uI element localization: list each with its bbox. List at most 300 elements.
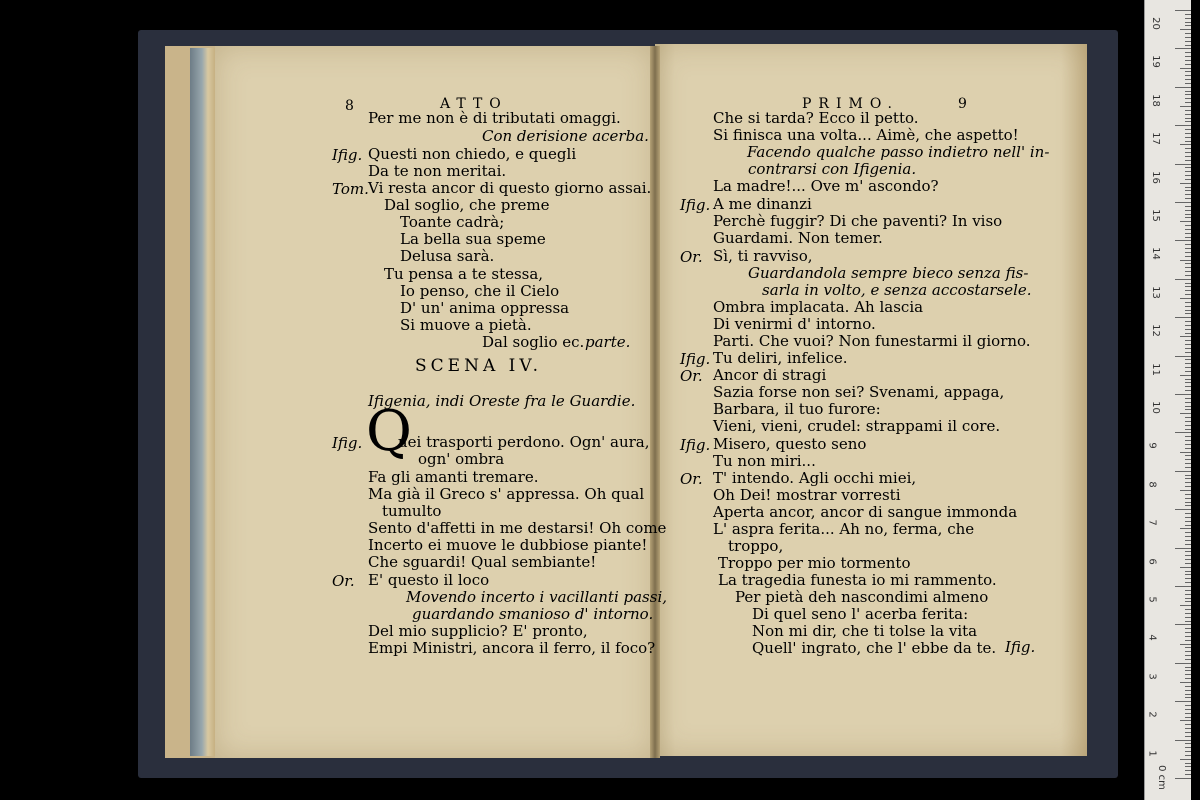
ruler-tick <box>1185 102 1191 103</box>
ruler-tick <box>1185 732 1191 733</box>
ruler-number: 15 <box>1149 209 1161 222</box>
ruler-tick <box>1185 482 1191 483</box>
ruler-tick <box>1180 375 1191 376</box>
ruler-tick <box>1185 421 1191 422</box>
ruler-tick <box>1185 724 1191 725</box>
ruler-tick <box>1185 505 1191 506</box>
ruler-tick <box>1185 590 1191 591</box>
ruler-tick <box>1185 743 1191 744</box>
ruler-tick <box>1185 160 1191 161</box>
speaker-label: Or. <box>680 470 703 488</box>
ruler-tick <box>1185 386 1191 387</box>
scene-title: SCENA IV. <box>415 356 543 376</box>
ruler-tick <box>1175 663 1191 664</box>
ruler-tick <box>1185 214 1191 215</box>
ruler-tick <box>1185 498 1191 499</box>
ruler-tick <box>1185 225 1191 226</box>
ruler-tick <box>1185 313 1191 314</box>
ruler-tick <box>1185 617 1191 618</box>
ruler-tick <box>1185 83 1191 84</box>
verse-line: Guardami. Non temer. <box>713 229 883 247</box>
right-page-number: 9 <box>958 96 967 112</box>
ruler-tick <box>1185 763 1191 764</box>
ruler-number: 12 <box>1149 324 1161 338</box>
ruler-tick <box>1185 129 1191 130</box>
ruler-tick <box>1185 110 1191 111</box>
verse-line: Toante cadrà; <box>400 213 505 231</box>
ruler-tick <box>1185 340 1191 341</box>
ruler-tick <box>1185 283 1191 284</box>
ruler-tick <box>1185 674 1191 675</box>
ruler-tick <box>1175 240 1191 241</box>
ruler-tick <box>1185 594 1191 595</box>
ruler-tick <box>1185 363 1191 364</box>
catchword: Ifig. <box>1005 638 1036 656</box>
verse-line: Delusa sarà. <box>400 247 495 265</box>
ruler-tick <box>1180 567 1191 568</box>
ruler-tick <box>1175 394 1191 395</box>
left-running-head: ATTO <box>440 96 508 112</box>
verse-line: Io penso, che il Cielo <box>400 282 560 300</box>
ruler-tick <box>1180 644 1191 645</box>
ruler-tick <box>1185 459 1191 460</box>
ruler-tick <box>1185 329 1191 330</box>
speaker-label: Ifig. <box>680 350 711 368</box>
verse-line: Per pietà deh nascondimi almeno <box>735 588 989 606</box>
ruler-tick <box>1185 751 1191 752</box>
ruler-tick <box>1185 390 1191 391</box>
ruler-tick <box>1185 256 1191 257</box>
verse-line: Che sguardi! Qual sembiante! <box>368 553 597 571</box>
verse-line: La madre!... Ove m' ascondo? <box>713 177 939 195</box>
ruler-tick <box>1185 647 1191 648</box>
ruler-tick <box>1185 455 1191 456</box>
ruler-tick <box>1185 371 1191 372</box>
ruler-tick <box>1180 298 1191 299</box>
ruler-tick <box>1175 164 1191 165</box>
verse-line: Troppo per mio tormento <box>718 554 911 572</box>
ruler-tick <box>1180 413 1191 414</box>
ruler-tick <box>1175 624 1191 625</box>
ruler-tick <box>1180 68 1191 69</box>
ruler-tick <box>1185 536 1191 537</box>
ruler-tick <box>1175 509 1191 510</box>
ruler-tick <box>1185 56 1191 57</box>
verse-line: Quell' ingrato, che l' ebbe da te. <box>752 639 997 657</box>
ruler-tick <box>1185 348 1191 349</box>
ruler-tick <box>1185 513 1191 514</box>
verse-line: Incerto ei muove le dubbiose piante! <box>368 536 648 554</box>
ruler-tick <box>1185 655 1191 656</box>
ruler-tick <box>1185 14 1191 15</box>
ruler-tick <box>1185 333 1191 334</box>
stage-direction-line: sarla in volto, e senza accostarsele. <box>762 281 1032 299</box>
ruler-tick <box>1185 37 1191 38</box>
verse-line: E' questo il loco <box>368 571 490 589</box>
ruler-tick <box>1185 494 1191 495</box>
ruler-tick <box>1175 317 1191 318</box>
ruler-tick <box>1185 555 1191 556</box>
ruler-tick <box>1185 171 1191 172</box>
ruler-tick <box>1175 202 1191 203</box>
verse-line: D' un' anima oppressa <box>400 299 570 317</box>
speaker-label: Ifig. <box>332 434 363 452</box>
verse-line: L' aspra ferita... Ah no, ferma, che <box>713 520 975 538</box>
ruler-tick <box>1185 290 1191 291</box>
speaker-label: Or. <box>680 367 703 385</box>
ruler-number: 1 <box>1146 749 1158 757</box>
scene-stage-direction: Ifigenia, indi Oreste fra le Guardie. <box>368 392 636 410</box>
ruler-tick <box>1185 478 1191 479</box>
verse-line: Da te non meritai. <box>368 162 507 180</box>
ruler-tick <box>1185 670 1191 671</box>
ruler-tick <box>1180 106 1191 107</box>
ruler-tick <box>1185 571 1191 572</box>
verse-line: Dal soglio ec. <box>482 333 585 351</box>
ruler-tick <box>1185 275 1191 276</box>
ruler-tick <box>1175 471 1191 472</box>
ruler-tick <box>1180 221 1191 222</box>
ruler-tick <box>1185 467 1191 468</box>
speaker-label: Or. <box>680 248 703 266</box>
ruler-tick <box>1185 91 1191 92</box>
verse-line: Ma già il Greco s' appressa. Oh qual <box>368 485 645 503</box>
ruler-tick <box>1185 713 1191 714</box>
verse-line: Di quel seno l' acerba ferita: <box>752 605 969 623</box>
ruler-tick <box>1185 475 1191 476</box>
ruler-tick <box>1185 636 1191 637</box>
verse-line: Oh Dei! mostrar vorresti <box>713 486 901 504</box>
verse-line: A me dinanzi <box>713 195 812 213</box>
left-page-number: 8 <box>345 98 354 114</box>
verse-line: troppo, <box>728 537 784 555</box>
ruler-tick <box>1185 210 1191 211</box>
ruler-tick <box>1185 429 1191 430</box>
ruler-tick <box>1185 582 1191 583</box>
ruler-tick <box>1185 678 1191 679</box>
ruler-tick <box>1185 417 1191 418</box>
ruler-tick <box>1175 356 1191 357</box>
speaker-label: Ifig. <box>680 196 711 214</box>
ruler-tick <box>1185 613 1191 614</box>
ruler-number: 14 <box>1149 247 1161 261</box>
stage-direction-line: guardando smanioso d' intorno. <box>412 605 654 623</box>
ruler-tick <box>1185 352 1191 353</box>
ruler-tick <box>1185 632 1191 633</box>
ruler-tick <box>1175 432 1191 433</box>
verse-line: Del mio supplicio? E' pronto, <box>368 622 588 640</box>
verse-line: uei trasporti perdono. Ogn' aura, <box>398 433 650 451</box>
ruler-tick <box>1185 302 1191 303</box>
ruler-tick <box>1180 759 1191 760</box>
verse-line: Dal soglio, che preme <box>384 196 550 214</box>
ruler-tick <box>1185 747 1191 748</box>
right-running-head: PRIMO. <box>802 96 899 112</box>
ruler-tick <box>1185 601 1191 602</box>
ruler-tick <box>1185 187 1191 188</box>
ruler-tick <box>1185 148 1191 149</box>
ruler-tick <box>1180 183 1191 184</box>
ruler-tick <box>1185 651 1191 652</box>
ruler-tick <box>1185 137 1191 138</box>
ruler-tick <box>1175 10 1191 11</box>
verse-line: Che si tarda? Ecco il petto. <box>713 109 919 127</box>
ruler-tick <box>1185 659 1191 660</box>
ruler-number: 13 <box>1149 285 1161 299</box>
ruler-tick <box>1185 229 1191 230</box>
ruler-tick <box>1185 118 1191 119</box>
ruler-number: 10 <box>1149 401 1161 414</box>
ruler-tick <box>1185 344 1191 345</box>
ruler-number: 20 <box>1149 17 1161 30</box>
ruler-tick <box>1185 121 1191 122</box>
ruler-tick <box>1185 206 1191 207</box>
ruler-tick <box>1185 502 1191 503</box>
ruler-tick <box>1185 190 1191 191</box>
speaker-label: Ifig. <box>332 146 363 164</box>
ruler-number: 4 <box>1146 634 1158 642</box>
ruler-tick <box>1185 551 1191 552</box>
verse-line: Di venirmi d' intorno. <box>713 315 876 333</box>
stage-direction-line: contrarsi con Ifigenia. <box>748 160 917 178</box>
verse-line: Aperta ancor, ancor di sangue immonda <box>713 503 1018 521</box>
ruler-tick <box>1175 586 1191 587</box>
verse-line: T' intendo. Agli occhi miei, <box>713 469 917 487</box>
verse-line: La tragedia funesta io mi rammento. <box>718 571 997 589</box>
ruler-tick <box>1185 94 1191 95</box>
ruler-tick <box>1185 621 1191 622</box>
ruler-tick <box>1180 720 1191 721</box>
ruler-number: 5 <box>1146 596 1158 603</box>
verse-line: Empi Ministri, ancora il ferro, il foco? <box>368 639 656 657</box>
ruler-tick <box>1185 310 1191 311</box>
ruler-tick <box>1185 521 1191 522</box>
ruler-tick <box>1185 440 1191 441</box>
ruler-tick <box>1185 60 1191 61</box>
ruler-tick <box>1185 175 1191 176</box>
ruler-tick <box>1185 306 1191 307</box>
ruler-tick <box>1185 325 1191 326</box>
ruler-number: 3 <box>1146 673 1158 680</box>
ruler-tick <box>1185 736 1191 737</box>
ruler-tick <box>1185 697 1191 698</box>
ruler-tick <box>1185 640 1191 641</box>
ruler-tick <box>1180 452 1191 453</box>
verse-line: Ancor di stragi <box>713 366 827 384</box>
ruler-tick <box>1185 217 1191 218</box>
ruler-tick <box>1185 367 1191 368</box>
ruler-tick <box>1185 486 1191 487</box>
ruler-tick <box>1185 75 1191 76</box>
ruler-tick <box>1175 548 1191 549</box>
ruler-tick <box>1185 252 1191 253</box>
ruler-tick <box>1185 690 1191 691</box>
stage-direction-line: Guardandola sempre bieco senza fis- <box>748 264 1029 282</box>
ruler-tick <box>1185 156 1191 157</box>
ruler-tick <box>1185 263 1191 264</box>
ruler-tick <box>1175 125 1191 126</box>
verse-line: Sì, ti ravviso, <box>713 247 813 265</box>
ruler-tick <box>1185 578 1191 579</box>
ruler-tick <box>1185 525 1191 526</box>
ruler-tick <box>1175 778 1191 779</box>
ruler-tick <box>1185 233 1191 234</box>
ruler-tick <box>1185 359 1191 360</box>
ruler-tick <box>1185 559 1191 560</box>
ruler-unit: 0 cm <box>1155 765 1167 790</box>
ruler-tick <box>1180 336 1191 337</box>
verse-line: Misero, questo seno <box>713 435 867 453</box>
ruler-tick <box>1185 52 1191 53</box>
ruler-number: 16 <box>1149 170 1161 184</box>
verse-line: Sazia forse non sei? Svenami, appaga, <box>713 383 1005 401</box>
ruler-tick <box>1185 167 1191 168</box>
ruler-tick <box>1185 463 1191 464</box>
verse-line: Ombra implacata. Ah lascia <box>713 298 924 316</box>
speaker-label: Tom. <box>332 180 369 198</box>
ruler-tick <box>1180 490 1191 491</box>
ruler-tick <box>1185 71 1191 72</box>
verse-line: Tu deliri, infelice. <box>713 349 848 367</box>
ruler-number: 18 <box>1149 93 1161 107</box>
ruler-tick <box>1185 244 1191 245</box>
stage-direction-parte: parte. <box>585 333 631 351</box>
ruler-tick <box>1185 25 1191 26</box>
ruler-tick <box>1180 682 1191 683</box>
ruler-tick <box>1185 98 1191 99</box>
verse-line: Barbara, il tuo furore: <box>713 400 881 418</box>
ruler-number: 9 <box>1146 442 1158 450</box>
ruler-number: 11 <box>1149 362 1161 376</box>
ruler-tick <box>1185 717 1191 718</box>
ruler-tick <box>1185 774 1191 775</box>
ruler-tick <box>1175 48 1191 49</box>
verse-line: Si muove a pietà. <box>400 316 532 334</box>
verse-line: Sento d'affetti in me destarsi! Oh come <box>368 519 667 537</box>
verse-line: ogn' ombra <box>418 450 505 468</box>
ruler-tick <box>1185 667 1191 668</box>
ruler-tick <box>1185 409 1191 410</box>
ruler-tick <box>1185 532 1191 533</box>
verse-line: Perchè fuggir? Di che paventi? In viso <box>713 212 1003 230</box>
ruler-tick <box>1185 79 1191 80</box>
ruler-tick <box>1175 279 1191 280</box>
ruler-tick <box>1185 41 1191 42</box>
ruler-tick <box>1185 563 1191 564</box>
ruler-tick <box>1185 436 1191 437</box>
ruler-tick <box>1185 237 1191 238</box>
ruler-tick <box>1185 425 1191 426</box>
verse-line: tumulto <box>382 502 442 520</box>
ruler-tick <box>1185 64 1191 65</box>
ruler-tick <box>1185 709 1191 710</box>
ruler-tick <box>1185 444 1191 445</box>
ruler-tick <box>1185 18 1191 19</box>
ruler-number: 8 <box>1146 481 1158 488</box>
ruler-tick <box>1185 402 1191 403</box>
ruler-tick <box>1185 382 1191 383</box>
ruler-tick <box>1185 194 1191 195</box>
stage-direction-line: Con derisione acerba. <box>482 127 649 145</box>
ruler-tick <box>1185 114 1191 115</box>
ruler-tick <box>1180 29 1191 30</box>
verse-line: Fa gli amanti tremare. <box>368 468 539 486</box>
ruler-tick <box>1185 133 1191 134</box>
ruler-number: 2 <box>1146 711 1158 718</box>
verse-line: Tu non miri... <box>713 452 816 470</box>
ruler-tick <box>1185 540 1191 541</box>
verse-line: Vi resta ancor di questo giorno assai. <box>368 179 652 197</box>
drop-capital: Q <box>366 399 412 464</box>
verse-line: La bella sua speme <box>400 230 546 248</box>
verse-line: Parti. Che vuoi? Non funestarmi il giorno. <box>713 332 1031 350</box>
verse-line: Non mi dir, che ti tolse la vita <box>752 622 978 640</box>
ruler-tick <box>1185 179 1191 180</box>
ruler-tick <box>1180 260 1191 261</box>
ruler-tick <box>1185 45 1191 46</box>
ruler-tick <box>1175 87 1191 88</box>
ruler-tick <box>1185 770 1191 771</box>
ruler-number: 6 <box>1146 557 1158 565</box>
ruler-tick <box>1185 22 1191 23</box>
ruler-tick <box>1185 728 1191 729</box>
speaker-label: Ifig. <box>680 436 711 454</box>
ruler-tick <box>1185 321 1191 322</box>
ruler-tick <box>1185 379 1191 380</box>
verse-line: Vieni, vieni, crudel: strappami il core. <box>713 417 1001 435</box>
ruler-tick <box>1185 686 1191 687</box>
ruler-number: 19 <box>1149 55 1161 69</box>
ruler-tick <box>1180 144 1191 145</box>
ruler-number: 17 <box>1149 132 1161 146</box>
ruler-tick <box>1185 198 1191 199</box>
ruler-tick <box>1185 628 1191 629</box>
ruler-tick <box>1185 574 1191 575</box>
ruler-tick <box>1185 544 1191 545</box>
ruler-tick <box>1175 701 1191 702</box>
ruler-tick <box>1185 766 1191 767</box>
ruler-tick <box>1180 528 1191 529</box>
speaker-label: Or. <box>332 572 355 590</box>
ruler-tick <box>1185 517 1191 518</box>
ruler-tick <box>1185 598 1191 599</box>
verse-line: Si finisca una volta... Aimè, che aspetto! <box>713 126 1019 144</box>
ruler-tick <box>1185 406 1191 407</box>
ruler-tick <box>1185 694 1191 695</box>
ruler-tick <box>1185 267 1191 268</box>
ruler-tick <box>1185 33 1191 34</box>
verse-line: Tu pensa a te stessa, <box>384 265 544 283</box>
ruler-tick <box>1185 705 1191 706</box>
measuring-ruler <box>1144 0 1191 800</box>
ruler-tick <box>1185 248 1191 249</box>
ruler-tick <box>1185 609 1191 610</box>
ruler-tick <box>1185 152 1191 153</box>
ruler-tick <box>1175 740 1191 741</box>
ruler-tick <box>1185 448 1191 449</box>
ruler-number: 7 <box>1146 519 1158 526</box>
ruler-tick <box>1185 755 1191 756</box>
verse-line: Per me non è di tributati omaggi. <box>368 109 621 127</box>
ruler-tick <box>1185 398 1191 399</box>
ruler-tick <box>1185 286 1191 287</box>
stage-direction-line: Facendo qualche passo indietro nell' in- <box>747 143 1050 161</box>
ruler-tick <box>1180 605 1191 606</box>
stage-direction-line: Movendo incerto i vacillanti passi, <box>406 588 668 606</box>
ruler-tick <box>1185 141 1191 142</box>
verse-line: Questi non chiedo, e quegli <box>368 145 577 163</box>
ruler-tick <box>1185 271 1191 272</box>
